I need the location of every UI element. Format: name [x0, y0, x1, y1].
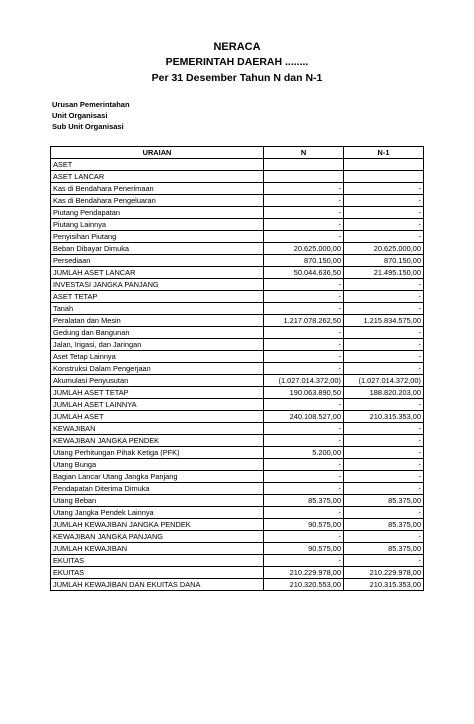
value-n1: 188.820.203,00: [344, 387, 424, 399]
row-label: Utang Jangka Pendek Lainnya: [51, 507, 264, 519]
value-n1: -: [344, 447, 424, 459]
column-header-n1: N-1: [344, 147, 424, 159]
row-label: JUMLAH KEWAJIBAN DAN EKUITAS DANA: [51, 579, 264, 591]
value-n: 85.375,00: [264, 495, 344, 507]
row-label: ASET LANCAR: [51, 171, 264, 183]
row-label: EKUITAS: [51, 555, 264, 567]
value-n1: -: [344, 555, 424, 567]
value-n1: [344, 159, 424, 171]
row-label: Bagian Lancar Utang Jangka Panjang: [51, 471, 264, 483]
page-title: NERACA: [213, 41, 261, 53]
value-n: -: [264, 507, 344, 519]
row-label: Konstruksi Dalam Pengerjaan: [51, 363, 264, 375]
value-n: -: [264, 423, 344, 435]
value-n1: 210.315.353,00: [344, 579, 424, 591]
value-n: 870.150,00: [264, 255, 344, 267]
value-n1: -: [344, 291, 424, 303]
value-n1: -: [344, 195, 424, 207]
row-label: Jalan, Irigasi, dan Jaringan: [51, 339, 264, 351]
period-label: Per 31 Desember Tahun N dan N-1: [151, 72, 323, 84]
value-n: -: [264, 195, 344, 207]
table-row: [51, 387, 424, 399]
value-n: 90.575,00: [264, 543, 344, 555]
row-label: Piutang Lainnya: [51, 219, 264, 231]
row-label: Aset Tetap Lainnya: [51, 351, 264, 363]
row-label: Akumulasi Penyusutan: [51, 375, 264, 387]
value-n1: (1.027.014.372,00): [344, 375, 424, 387]
value-n: -: [264, 531, 344, 543]
value-n: 240.108.527,00: [264, 411, 344, 423]
value-n: 210.229.978,00: [264, 567, 344, 579]
value-n1: -: [344, 327, 424, 339]
value-n1: -: [344, 303, 424, 315]
value-n1: -: [344, 483, 424, 495]
value-n1: 870.150,00: [344, 255, 424, 267]
value-n1: -: [344, 207, 424, 219]
column-header-uraian: URAIAN: [51, 147, 264, 159]
row-label: KEWAJIBAN JANGKA PANJANG: [51, 531, 264, 543]
row-label: EKUITAS: [51, 567, 264, 579]
row-label: JUMLAH ASET TETAP: [51, 387, 264, 399]
value-n1: -: [344, 183, 424, 195]
value-n: 50.044.636,50: [264, 267, 344, 279]
table-row: [51, 183, 424, 195]
row-label: KEWAJIBAN: [51, 423, 264, 435]
row-label: INVESTASI JANGKA PANJANG: [51, 279, 264, 291]
row-label: Gedung dan Bangunan: [51, 327, 264, 339]
value-n1: 85.375,00: [344, 543, 424, 555]
value-n: [264, 159, 344, 171]
value-n: 1.217.078.262,50: [264, 315, 344, 327]
table-row: [51, 279, 424, 291]
value-n1: -: [344, 459, 424, 471]
value-n1: -: [344, 399, 424, 411]
row-label: JUMLAH ASET LAINNYA: [51, 399, 264, 411]
row-label: Tanah: [51, 303, 264, 315]
table-row: [51, 435, 424, 447]
row-label: Utang Beban: [51, 495, 264, 507]
value-n: -: [264, 555, 344, 567]
value-n: 20.625.000,00: [264, 243, 344, 255]
value-n: (1.027.014.372,00): [264, 375, 344, 387]
value-n1: 85.375,00: [344, 519, 424, 531]
value-n: 210.320.553,00: [264, 579, 344, 591]
value-n1: -: [344, 363, 424, 375]
table-row: [51, 207, 424, 219]
table-row: [51, 495, 424, 507]
urusan-label: Urusan Pemerintahan: [52, 100, 130, 109]
table-row: [51, 291, 424, 303]
table-row: [51, 339, 424, 351]
table-row: [51, 519, 424, 531]
table-row: [51, 375, 424, 387]
value-n: -: [264, 183, 344, 195]
table-row: [51, 507, 424, 519]
table-row: [51, 351, 424, 363]
value-n: -: [264, 231, 344, 243]
organization-info: [52, 99, 130, 132]
value-n: -: [264, 207, 344, 219]
value-n: -: [264, 399, 344, 411]
table-row: [51, 471, 424, 483]
value-n1: -: [344, 351, 424, 363]
value-n1: -: [344, 531, 424, 543]
unit-label: Unit Organisasi: [52, 111, 108, 120]
row-label: Piutang Pendapatan: [51, 207, 264, 219]
value-n: -: [264, 471, 344, 483]
table-row: [51, 459, 424, 471]
value-n1: 21.495.150,00: [344, 267, 424, 279]
balance-sheet-table: [50, 146, 424, 591]
table-row: [51, 423, 424, 435]
table-row: [51, 315, 424, 327]
value-n: -: [264, 459, 344, 471]
value-n1: -: [344, 219, 424, 231]
value-n1: 20.625.000,00: [344, 243, 424, 255]
row-label: ASET TETAP: [51, 291, 264, 303]
row-label: Kas di Bendahara Penerimaan: [51, 183, 264, 195]
row-label: JUMLAH KEWAJIBAN JANGKA PENDEK: [51, 519, 264, 531]
table-row: [51, 363, 424, 375]
table-row: [51, 303, 424, 315]
table-row: [51, 567, 424, 579]
table-row: [51, 447, 424, 459]
table-row: [51, 267, 424, 279]
row-label: Peralatan dan Mesin: [51, 315, 264, 327]
value-n: -: [264, 435, 344, 447]
row-label: Utang Perhitungan Pihak Ketiga (PFK): [51, 447, 264, 459]
value-n: -: [264, 327, 344, 339]
page-subtitle: PEMERINTAH DAERAH ........: [165, 56, 309, 68]
row-label: Beban Dibayar Dimuka: [51, 243, 264, 255]
row-label: JUMLAH ASET: [51, 411, 264, 423]
value-n: -: [264, 279, 344, 291]
value-n1: -: [344, 339, 424, 351]
row-label: Kas di Bendahara Pengeluaran: [51, 195, 264, 207]
value-n: -: [264, 303, 344, 315]
table-row: [51, 555, 424, 567]
row-label: KEWAJIBAN JANGKA PENDEK: [51, 435, 264, 447]
sub-unit-label: Sub Unit Organisasi: [52, 122, 124, 131]
value-n1: 210.229.978,00: [344, 567, 424, 579]
value-n: -: [264, 351, 344, 363]
row-label: ASET: [51, 159, 264, 171]
table-row: [51, 483, 424, 495]
table-row: [51, 159, 424, 171]
value-n1: 1.215.834.575,00: [344, 315, 424, 327]
table-row: [51, 255, 424, 267]
row-label: JUMLAH KEWAJIBAN: [51, 543, 264, 555]
table-row: [51, 219, 424, 231]
row-label: Utang Bunga: [51, 459, 264, 471]
value-n: -: [264, 291, 344, 303]
table-row: [51, 399, 424, 411]
table-row: [51, 231, 424, 243]
value-n1: -: [344, 435, 424, 447]
table-row: [51, 243, 424, 255]
value-n: [264, 171, 344, 183]
table-row: [51, 171, 424, 183]
value-n1: -: [344, 423, 424, 435]
table-header-row: [51, 147, 424, 159]
table-row: [51, 579, 424, 591]
value-n: -: [264, 363, 344, 375]
value-n: 190.063.890,50: [264, 387, 344, 399]
table-row: [51, 195, 424, 207]
value-n1: -: [344, 231, 424, 243]
row-label: Persediaan: [51, 255, 264, 267]
table-row: [51, 531, 424, 543]
value-n: 90.575,00: [264, 519, 344, 531]
row-label: Penyisihan Piutang: [51, 231, 264, 243]
value-n: -: [264, 219, 344, 231]
value-n1: -: [344, 279, 424, 291]
table-row: [51, 411, 424, 423]
value-n1: -: [344, 507, 424, 519]
table-row: [51, 327, 424, 339]
table-row: [51, 543, 424, 555]
value-n: -: [264, 339, 344, 351]
value-n1: [344, 171, 424, 183]
value-n: -: [264, 483, 344, 495]
value-n1: -: [344, 471, 424, 483]
row-label: JUMLAH ASET LANCAR: [51, 267, 264, 279]
column-header-n: N: [264, 147, 344, 159]
value-n1: 85.375,00: [344, 495, 424, 507]
value-n: 5.200,00: [264, 447, 344, 459]
value-n1: 210.315.353,00: [344, 411, 424, 423]
table-body: [51, 159, 424, 591]
row-label: Pendapatan Diterima Dimuka: [51, 483, 264, 495]
